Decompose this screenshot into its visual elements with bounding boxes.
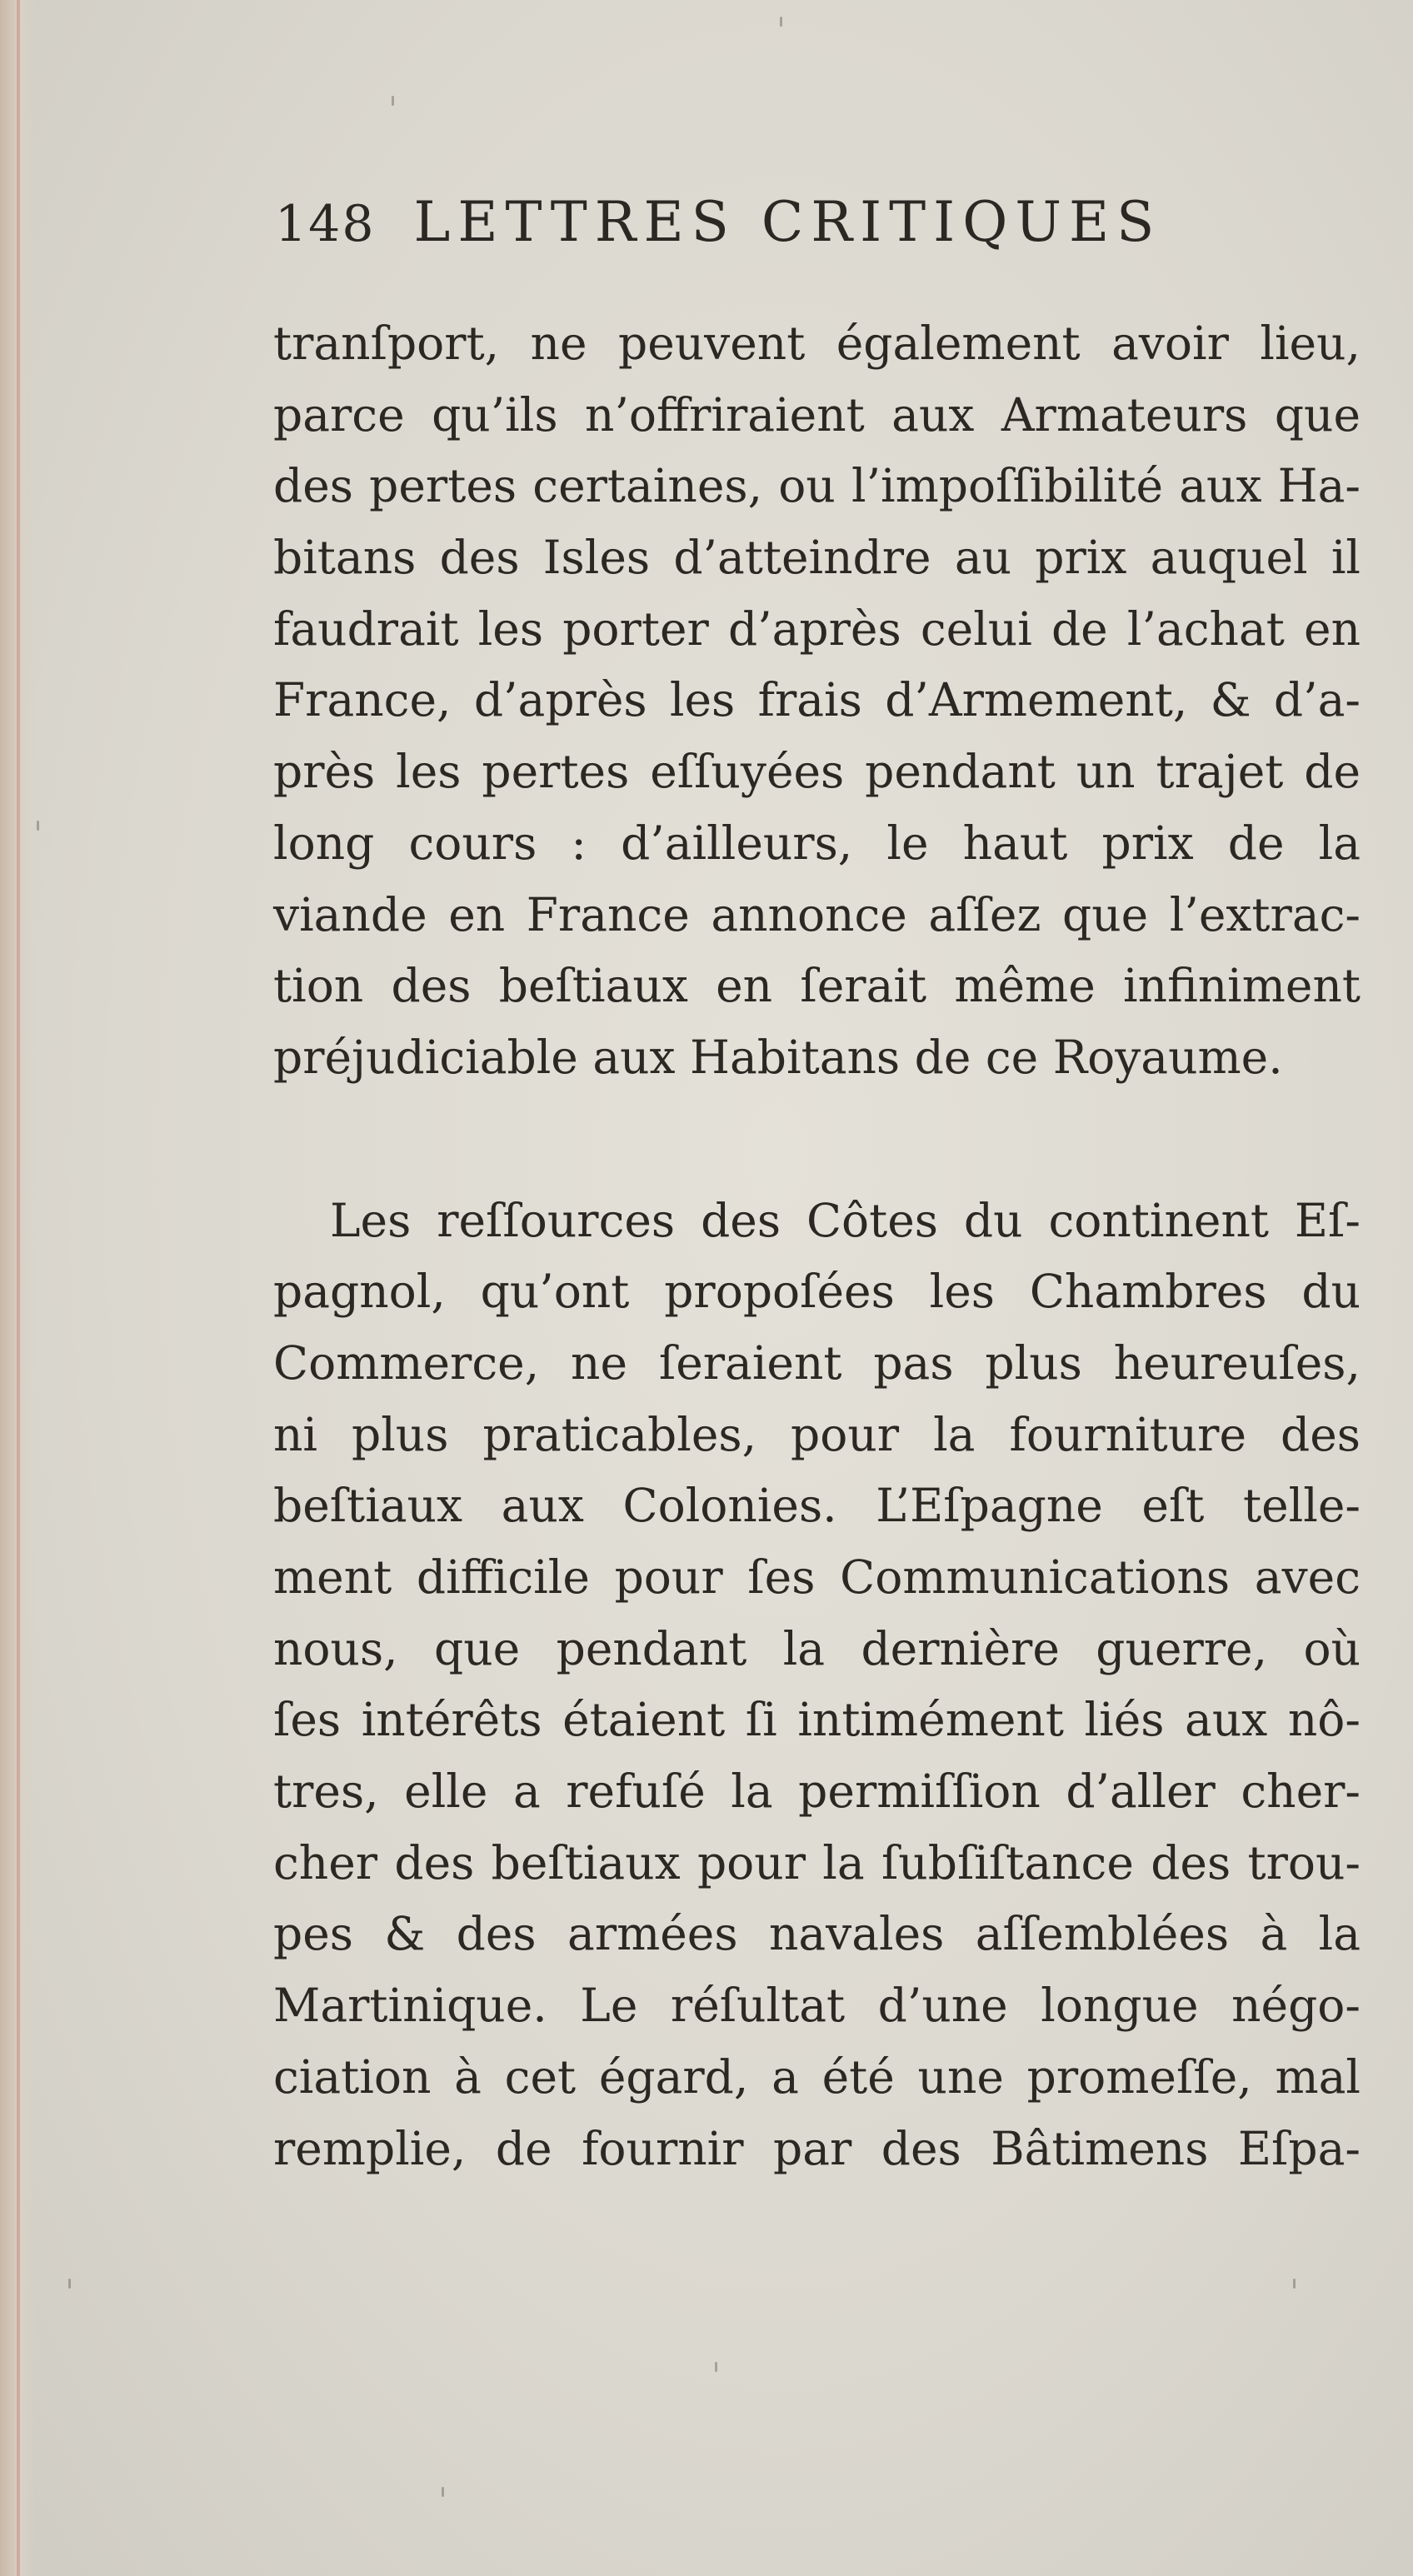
text-line: Commerce, ne ſeraient pas plus heureuſes, [273, 1335, 1361, 1390]
text-line: remplie, de fournir par des Bâtimens Eſpa- [273, 2121, 1361, 2175]
text-line: long cours : d’ailleurs, le haut prix de la [273, 816, 1361, 870]
paper-speck [780, 17, 782, 27]
text-line: parce qu’ils n’offriraient aux Armateurs que [273, 387, 1361, 442]
text-line: près les pertes eſſuyées pendant un trajet de [273, 745, 1361, 799]
paper-speck [37, 821, 39, 831]
text-line: ſes intérêts étaient ſi intimément liés aux nô- [273, 1693, 1361, 1747]
text-line: pes & des armées navales aſſemblées à la [273, 1907, 1361, 1961]
text-line: ciation à cet égard, a été une promeſſe, mal [273, 2049, 1361, 2104]
text-line: Martinique. Le réſultat d’une longue négo- [273, 1979, 1361, 2033]
text-line: cher des beſtiaux pour la ſubſiſtance des trou- [273, 1835, 1361, 1890]
text-line: beſtiaux aux Colonies. L’Eſpagne eſt telle- [273, 1479, 1361, 1533]
text-line: ment difficile pour ſes Communications avec [273, 1550, 1361, 1604]
text-line: pagnol, qu’ont propoſées les Chambres du [273, 1265, 1361, 1319]
text-line: nous, que pendant la dernière guerre, où [273, 1621, 1361, 1675]
paper-speck [1293, 2279, 1296, 2289]
page-edge-red-line [17, 0, 20, 2576]
text-line: France, d’après les frais d’Armement, & d’a- [273, 673, 1361, 727]
paragraph-gap [273, 1094, 1361, 1186]
text-line: tion des beſtiaux en ſerait même infiniment [273, 959, 1361, 1013]
running-head-title: LETTRES CRITIQUES [413, 190, 1162, 254]
text-line: bitans des Isles d’atteindre au prix auquel il [273, 531, 1361, 585]
text-line: préjudiciable aux Habitans de ce Royaume. [273, 1030, 1283, 1084]
text-line: des pertes certaines, ou l’impoſſibilité aux Ha- [273, 459, 1361, 513]
text-line: ni plus praticables, pour la fourniture des [273, 1407, 1361, 1461]
paper-speck [715, 2362, 717, 2372]
text-line: viande en France annonce aſſez que l’extrac- [273, 887, 1361, 941]
page-number: 148 [275, 195, 376, 253]
text-line: Les reſſources des Côtes du continent Eſ- [330, 1193, 1361, 1247]
text-line: tranſport, ne peuvent également avoir lieu, [273, 317, 1361, 370]
paper-speck [442, 2487, 444, 2497]
running-head [275, 190, 1383, 265]
paper-speck [68, 2279, 71, 2289]
text-line: faudrait les porter d’après celui de l’achat en [273, 602, 1361, 656]
text-line: tres, elle a refuſé la permiſſion d’aller cher- [273, 1765, 1361, 1819]
body-text [273, 308, 1361, 2184]
paper-speck [392, 96, 394, 106]
